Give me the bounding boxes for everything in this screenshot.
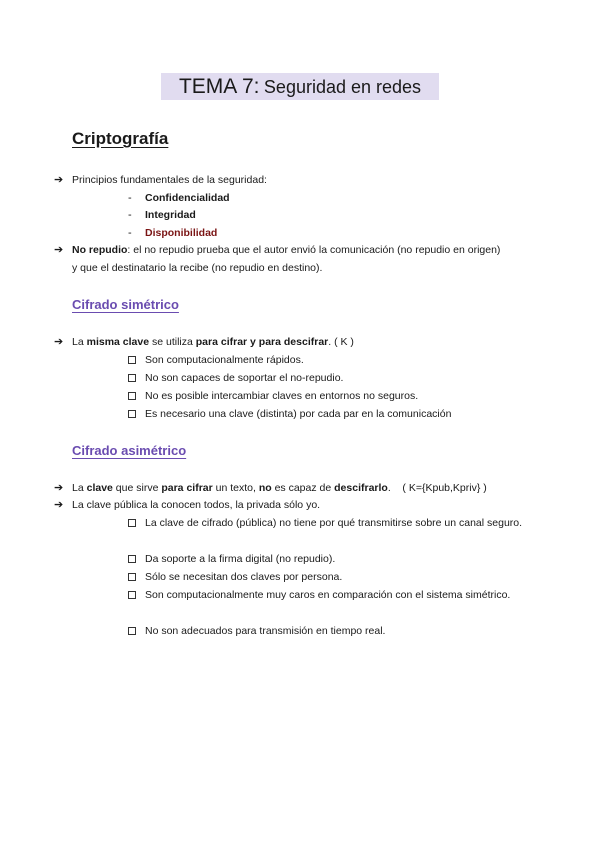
text-bold: clave bbox=[86, 482, 113, 494]
principio-item: Confidencialidad bbox=[145, 192, 230, 204]
simetrico-intro bbox=[72, 334, 354, 351]
checkbox[interactable] bbox=[128, 392, 136, 400]
checkbox[interactable] bbox=[128, 519, 136, 527]
asimetrico-line-2: La clave pública la conocen todos, la privada sólo yo. bbox=[72, 499, 321, 511]
list-item: Sólo se necesitan dos claves por persona. bbox=[145, 571, 343, 583]
text-span: se utiliza bbox=[149, 336, 196, 348]
arrow-bullet: ➔ bbox=[54, 499, 64, 511]
principio-item: Disponibilidad bbox=[145, 227, 218, 239]
text-span: que sirve bbox=[112, 482, 162, 494]
dash-bullet: - bbox=[128, 192, 132, 204]
checkbox[interactable] bbox=[128, 410, 136, 418]
text-span: La bbox=[72, 336, 87, 348]
norepudio-label: No repudio bbox=[72, 244, 128, 256]
asimetrico-intro bbox=[72, 480, 487, 497]
list-item: No es posible intercambiar claves en entornos no seguros. bbox=[145, 390, 419, 402]
checkbox[interactable] bbox=[128, 591, 136, 599]
norepudio-line bbox=[72, 242, 500, 259]
text-span: es capaz de bbox=[271, 482, 335, 494]
checkbox[interactable] bbox=[128, 374, 136, 382]
text-span: un texto, bbox=[212, 482, 259, 494]
text-bold: descifrarlo bbox=[334, 482, 388, 494]
checkbox[interactable] bbox=[128, 356, 136, 364]
list-item: La clave de cifrado (pública) no tiene por qué transmitirse sobre un canal seguro. bbox=[145, 517, 523, 529]
list-item: No son adecuados para transmisión en tiempo real. bbox=[145, 625, 386, 637]
norepudio-line-2: y que el destinatario la recibe (no repudio en destino). bbox=[72, 262, 323, 274]
list-item: No son capaces de soportar el no-repudio. bbox=[145, 372, 344, 384]
dash-bullet: - bbox=[128, 209, 132, 221]
list-item: Da soporte a la firma digital (no repudio). bbox=[145, 553, 336, 565]
list-item: Son computacionalmente rápidos. bbox=[145, 354, 304, 366]
list-item: Es necesario una clave (distinta) por cada par en la comunicación bbox=[145, 408, 452, 420]
principio-item: Integridad bbox=[145, 209, 196, 221]
text-bold: para cifrar bbox=[161, 482, 213, 494]
principios-intro: Principios fundamentales de la seguridad: bbox=[72, 174, 267, 186]
list-item: Son computacionalmente muy caros en comparación con el sistema simétrico. bbox=[145, 589, 511, 601]
checkbox[interactable] bbox=[128, 627, 136, 635]
text-bold: no bbox=[258, 482, 272, 494]
simetrico-heading: Cifrado simétrico bbox=[72, 297, 179, 312]
arrow-bullet: ➔ bbox=[54, 244, 64, 256]
criptografia-heading: Criptografía bbox=[72, 129, 169, 148]
title-subject: Seguridad en redes bbox=[263, 77, 422, 97]
dash-bullet: - bbox=[128, 227, 132, 239]
asimetrico-heading: Cifrado asimétrico bbox=[72, 443, 187, 458]
checkbox[interactable] bbox=[128, 555, 136, 563]
title-prefix: TEMA 7: bbox=[178, 75, 260, 98]
text-span: . ( K={Kpub,Kpriv} ) bbox=[387, 482, 487, 494]
arrow-bullet: ➔ bbox=[54, 482, 64, 494]
checkbox[interactable] bbox=[128, 573, 136, 581]
text-span: La bbox=[72, 482, 87, 494]
text-bold: para cifrar y para descifrar bbox=[195, 336, 329, 348]
text-span: . ( K ) bbox=[328, 336, 354, 348]
arrow-bullet: ➔ bbox=[54, 174, 64, 186]
page-title bbox=[161, 73, 439, 100]
norepudio-text: : el no repudio prueba que el autor envió la comunicación (no repudio en origen) bbox=[127, 244, 501, 256]
text-bold: misma clave bbox=[86, 336, 150, 348]
arrow-bullet: ➔ bbox=[54, 336, 64, 348]
